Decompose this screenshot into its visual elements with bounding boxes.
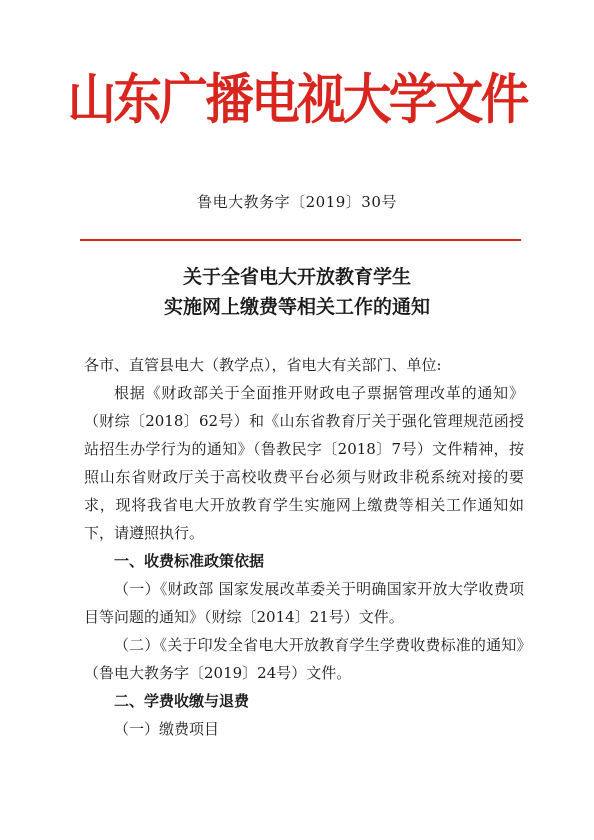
notice-body — [84, 351, 524, 743]
notice-title — [0, 262, 594, 322]
section-2-item-1: （一）缴费项目 — [114, 720, 220, 738]
section-1-heading: 一、收费标准政策依据 — [114, 552, 265, 570]
red-divider — [80, 239, 521, 241]
section-1-item-1: （一）《财政部 国家发展改革委关于明确国家开放大学收费项目等问题的通知》（财综〔2014〕21号）文件。 — [84, 580, 524, 626]
notice-title-line-2: 实施网上缴费等相关工作的通知 — [163, 296, 430, 318]
section-1-item-2: （二）《关于印发全省电大开放教育学生学费收费标准的通知》（鲁电大教务字〔2019〕24号）文件。 — [84, 636, 524, 682]
org-document-header: 山东广播电视大学文件 — [67, 67, 527, 131]
intro-paragraph: 根据《财政部关于全面推开财政电子票据管理改革的通知》（财综〔2018〕62号）和《山东省教育厅关于强化管理规范函授站招生办学行为的通知》（鲁教民字〔2018〕7号）文件精神，按照山东省财政厅关于高校收费平台必须与财政非税系统对接的要求，现将我省电大开放教育学生实施网上缴费等相关工作通知如下，请遵照执行。 — [84, 384, 524, 542]
section-2-heading: 二、学费收缴与退费 — [114, 692, 250, 710]
notice-title-line-1: 关于全省电大开放教育学生 — [182, 266, 411, 288]
document-number: 鲁电大教务字〔2019〕30号 — [197, 193, 397, 211]
salutation: 各市、直管县电大（教学点），省电大有关部门、单位: — [84, 356, 442, 374]
